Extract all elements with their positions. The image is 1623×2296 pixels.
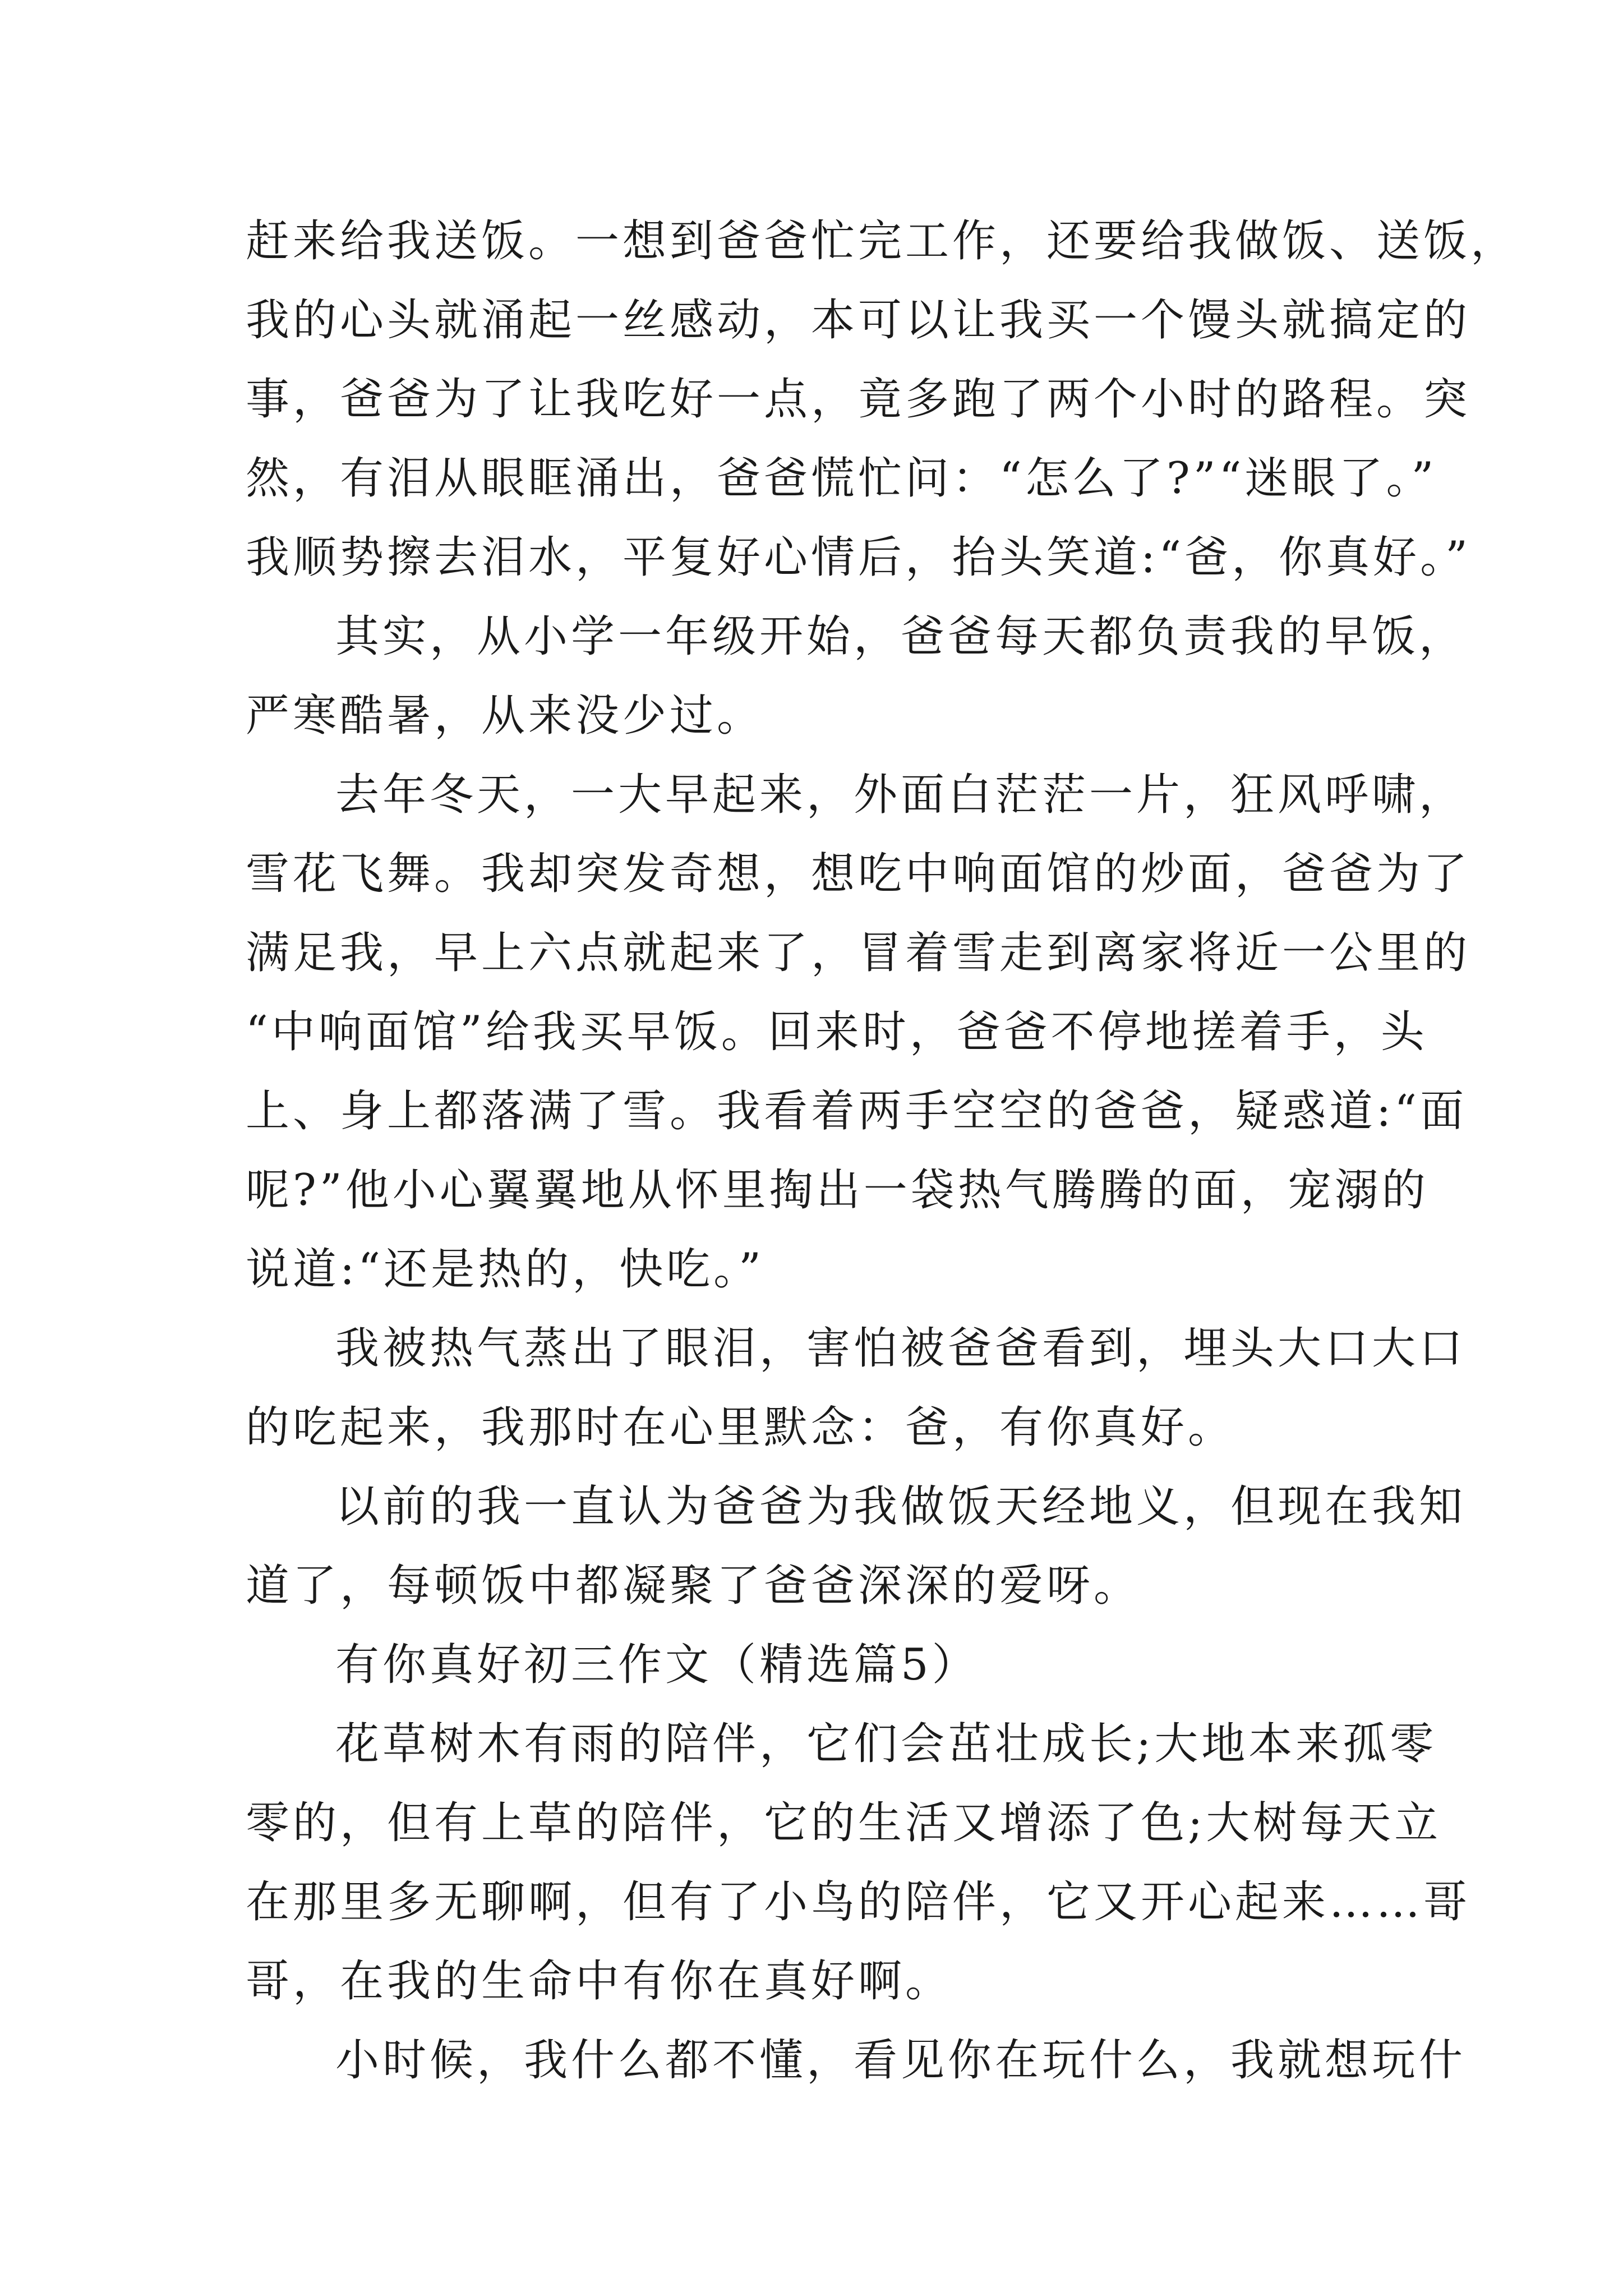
- text-line: 哥，在我的生命中有你在真好啊。: [246, 1956, 953, 2007]
- text-line: 然，有泪从眼眶涌出，爸爸慌忙问：“怎么了?”“迷眼了。”: [246, 453, 1437, 504]
- text-line: 我被热气蒸出了眼泪，害怕被爸爸看到，埋头大口大口: [335, 1323, 1467, 1374]
- text-line: 上、身上都落满了雪。我看着两手空空的爸爸，疑惑道:“面: [246, 1086, 1468, 1137]
- text-line: 零的，但有上草的陪伴，它的生活又增添了色;大树每天立: [246, 1798, 1442, 1848]
- text-line: 小时候，我什么都不懂，看见你在玩什么，我就想玩什: [335, 2035, 1467, 2086]
- text-line: 严寒酷暑，从来没少过。: [246, 691, 764, 741]
- text-line: 其实，从小学一年级开始，爸爸每天都负责我的早饭，: [335, 611, 1467, 662]
- text-line: 呢?”他小心翼翼地从怀里掏出一袋热气腾腾的面，宠溺的: [246, 1165, 1429, 1216]
- text-line: 我的心头就涌起一丝感动，本可以让我买一个馒头就搞定的: [246, 295, 1471, 346]
- text-line: 满足我，早上六点就起来了，冒着雪走到离家将近一公里的: [246, 928, 1471, 978]
- text-line: 事，爸爸为了让我吃好一点，竟多跑了两个小时的路程。突: [246, 374, 1471, 425]
- text-line: 道了，每顿饭中都凝聚了爸爸深深的爱呀。: [246, 1561, 1141, 1611]
- text-line: 雪花飞舞。我却突发奇想，想吃中响面馆的炒面，爸爸为了: [246, 849, 1471, 899]
- text-line: “中响面馆”给我买早饭。回来时，爸爸不停地搓着手，头: [246, 1007, 1428, 1057]
- text-line: 有你真好初三作文（精选篇5）: [335, 1640, 979, 1690]
- text-line: 在那里多无聊啊，但有了小鸟的陪伴，它又开心起来……哥: [246, 1877, 1471, 1927]
- text-line: 我顺势擦去泪水，平复好心情后，抬头笑道:“爸，你真好。”: [246, 532, 1472, 583]
- text-line: 去年冬天，一大早起来，外面白茫茫一片，狂风呼啸，: [335, 770, 1467, 820]
- text-line: 的吃起来，我那时在心里默念：爸，有你真好。: [246, 1402, 1235, 1453]
- text-line: 花草树木有雨的陪伴，它们会茁壮成长;大地本来孤零: [335, 1719, 1437, 1769]
- text-line: 赶来给我送饭。一想到爸爸忙完工作，还要给我做饭、送饭，: [246, 216, 1518, 266]
- text-line: 以前的我一直认为爸爸为我做饭天经地义，但现在我知: [335, 1481, 1467, 1532]
- text-line: 说道:“还是热的，快吃。”: [246, 1244, 765, 1295]
